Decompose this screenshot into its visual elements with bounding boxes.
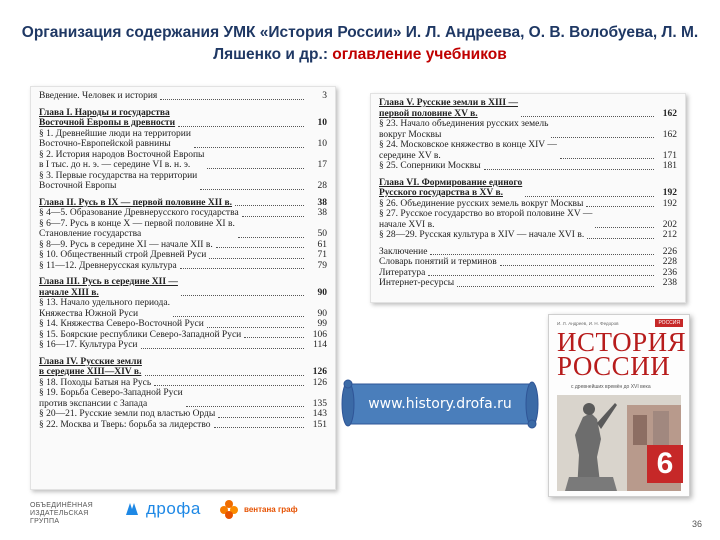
ventana-flower-icon (218, 498, 240, 520)
toc-chapter (39, 357, 327, 378)
toc-page-right (370, 93, 686, 303)
toc-entry (39, 219, 327, 240)
toc-leader-dots (207, 168, 304, 169)
toc-entry-page: 202 (662, 219, 677, 230)
toc-entry-page: 17 (317, 160, 327, 170)
toc-entry (39, 378, 327, 389)
toc-entry-page: 143 (312, 409, 327, 419)
toc-leader-dots (484, 169, 654, 170)
logo-drofa (122, 496, 201, 522)
toc-leader-dots (551, 137, 654, 138)
toc-entry (379, 209, 677, 230)
toc-entry-title: Глава VI. Формирование единого Русского государства в XV в. (379, 177, 523, 198)
toc-entry-title: § 24. Московское княжество в конце XIV — середине XV в. (379, 140, 557, 161)
toc-entry (379, 278, 677, 289)
toc-entry-title: § 26. Объединение русских земель вокруг Москвы (379, 198, 584, 209)
toc-entry-title: Литература (379, 267, 426, 278)
toc-entry-title: Глава III. Русь в середине XII — начале XIII в. (39, 277, 178, 298)
toc-leader-dots (178, 126, 304, 127)
toc-leader-dots (145, 375, 304, 376)
toc-entry-title: § 11—12. Древнерусская культура (39, 260, 177, 271)
toc-chapter (39, 108, 327, 129)
toc-leader-dots (216, 247, 304, 248)
logo-ventana-graf (218, 496, 298, 522)
toc-entry-page: 90 (317, 287, 327, 298)
toc-entry-title: § 15. Боярские республики Северо-Западной Руси (39, 329, 242, 340)
toc-entry-title: § 27. Русское государство во второй половине XV — начале XVI в. (379, 209, 593, 230)
toc-entry (39, 261, 327, 272)
toc-leader-dots (207, 327, 304, 328)
toc-entry (39, 420, 327, 431)
toc-entry-title: § 13. Начало удельного периода. Княжества Южной Руси (39, 298, 170, 319)
toc-entry-page: 171 (662, 150, 677, 161)
book-cover (548, 314, 690, 497)
toc-entry (39, 129, 327, 150)
toc-entry-page: 50 (317, 229, 327, 239)
toc-leader-dots (186, 406, 304, 407)
toc-entry (39, 409, 327, 420)
toc-entry (39, 298, 327, 319)
toc-entry (379, 268, 677, 279)
book-subtitle: с древнейших времён до XVI века (571, 384, 651, 390)
toc-entry (39, 319, 327, 330)
toc-entry-title: § 8—9. Русь в середине XI — начале XII в. (39, 239, 213, 250)
toc-leader-dots (180, 268, 304, 269)
url-banner[interactable] (340, 378, 540, 430)
toc-entry (39, 388, 327, 409)
toc-entry-page: 238 (662, 278, 677, 288)
toc-leader-dots (430, 254, 654, 255)
toc-chapter (39, 198, 327, 209)
toc-entry (379, 161, 677, 172)
toc-entry-title: Глава II. Русь в IX — первой половине XII в. (39, 197, 233, 208)
toc-entry-title: § 14. Княжества Северо-Восточной Руси (39, 319, 204, 329)
toc-entry-page: 38 (317, 197, 327, 208)
toc-list-left (31, 87, 335, 430)
logo-ventana-text: вентана граф (244, 504, 298, 514)
toc-entry-title: § 4—5. Образование Древнерусского государства (39, 208, 239, 218)
toc-chapter (379, 98, 677, 119)
toc-entry (379, 119, 677, 140)
book-title-line1: ИСТОРИЯ (557, 327, 687, 357)
toc-entry (379, 140, 677, 161)
toc-entry-page: 71 (317, 250, 327, 260)
toc-leader-dots (209, 258, 304, 259)
toc-entry-title: § 6—7. Русь в конце X — первой половине XI в. Становление государства (39, 218, 235, 239)
page-number: 36 (691, 519, 702, 529)
toc-entry (379, 230, 677, 241)
toc-leader-dots (238, 237, 304, 238)
toc-entry-title: Введение. Человек и история (39, 91, 158, 101)
toc-entry (39, 91, 327, 102)
toc-entry-title: § 22. Москва и Тверь: борьба за лидерство (39, 419, 211, 430)
toc-entry-page: 192 (662, 198, 677, 209)
toc-leader-dots (560, 158, 654, 159)
toc-entry (39, 240, 327, 251)
toc-entry-title: § 16—17. Культура Руси (39, 340, 138, 350)
toc-entry-title: § 1. Древнейшие люди на территории Восточно-Европейской равнины (39, 128, 191, 149)
toc-entry-title: Глава I. Народы и государства Восточной Европы в древности (39, 107, 176, 128)
toc-chapter (379, 178, 677, 199)
toc-entry-page: 126 (312, 377, 327, 388)
book-badge: РОССИЯ (655, 319, 683, 327)
toc-entry-title: § 18. Походы Батыя на Русь (39, 377, 152, 388)
toc-entry-title: Глава IV. Русские земли в середине XIII—XIV в. (39, 356, 142, 377)
toc-entry (379, 257, 677, 268)
logo-united-publishing: ОБЪЕДИНЁННАЯ ИЗДАТЕЛЬСКАЯ ГРУППА (30, 502, 93, 525)
toc-entry-page: 192 (662, 188, 677, 198)
toc-entry-page: 135 (312, 398, 327, 409)
slide-title-accent: оглавление учебников (332, 46, 507, 63)
toc-entry (39, 208, 327, 219)
toc-leader-dots (587, 238, 654, 239)
toc-leader-dots (218, 417, 304, 418)
toc-entry-page: 114 (313, 340, 327, 350)
toc-entry-title: § 3. Первые государства на территории Восточной Европы (39, 170, 198, 191)
toc-leader-dots (595, 227, 654, 228)
toc-entry-page: 162 (662, 108, 677, 119)
toc-entry-title: Глава V. Русские земли в XIII — первой половине XV в. (379, 98, 518, 119)
toc-page-left (30, 86, 336, 490)
toc-entry-page: 106 (312, 329, 327, 340)
toc-entry-title: § 19. Борьба Северо-Западной Руси против экспансии с Запада (39, 388, 183, 409)
toc-entry-title: § 20—21. Русские земли под властью Орды (39, 409, 216, 419)
slide-title-main: Организация содержания УМК «История России» И. Л. Андреева, О. В. Волобуева, Л. М. Ляшенко и др.: (21, 24, 699, 63)
toc-leader-dots (428, 275, 654, 276)
slide-title (20, 22, 700, 66)
toc-entry-page: 79 (317, 260, 327, 271)
url-link[interactable]: www.history.drofa.ru (368, 396, 512, 412)
toc-leader-dots (200, 189, 304, 190)
toc-leader-dots (500, 265, 654, 266)
toc-leader-dots (181, 295, 304, 296)
book-title-line2: РОССИИ (557, 351, 671, 381)
toc-leader-dots (141, 348, 305, 349)
toc-leader-dots (214, 427, 305, 428)
toc-leader-dots (242, 216, 304, 217)
toc-entry-title: § 23. Начало объединения русских земель вокруг Москвы (379, 119, 549, 140)
toc-entry-page: 10 (317, 139, 327, 149)
toc-entry-page: 90 (317, 308, 327, 319)
toc-entry-page: 162 (662, 129, 677, 140)
logo-drofa-text: дрофа (146, 499, 201, 518)
toc-entry (39, 171, 327, 192)
toc-entry-page: 28 (317, 181, 327, 191)
toc-entry-title: Словарь понятий и терминов (379, 257, 497, 267)
toc-entry-title: Интернет-ресурсы (379, 278, 455, 288)
toc-entry-title: Заключение (379, 246, 428, 257)
toc-entry-title: § 10. Общественный строй Древней Руси (39, 250, 207, 260)
toc-entry-page: 181 (662, 161, 677, 171)
toc-chapter (39, 277, 327, 298)
toc-entry-page: 3 (322, 91, 327, 101)
toc-entry (379, 199, 677, 210)
toc-leader-dots (586, 206, 654, 207)
toc-entry-title: § 25. Соперники Москвы (379, 161, 481, 171)
toc-entry (379, 247, 677, 258)
toc-entry-page: 10 (317, 118, 327, 128)
book-authors: И. Л. Андреев, И. Н. Федоров (557, 321, 619, 326)
toc-entry (39, 340, 327, 351)
toc-leader-dots (521, 116, 654, 117)
toc-entry-page: 236 (662, 267, 677, 278)
toc-entry-page: 99 (317, 319, 327, 329)
toc-leader-dots (244, 337, 304, 338)
toc-leader-dots (525, 196, 654, 197)
toc-entry-page: 38 (317, 208, 327, 218)
toc-entry-page: 126 (312, 367, 327, 377)
toc-entry-page: 226 (662, 246, 677, 257)
toc-leader-dots (457, 286, 654, 287)
toc-list-right (371, 94, 685, 289)
toc-entry (39, 150, 327, 171)
toc-entry (39, 250, 327, 261)
toc-entry (39, 330, 327, 341)
toc-entry-title: § 2. История народов Восточной Европы в I тыс. до н. э. — середине VI в. н. э. (39, 149, 205, 170)
toc-leader-dots (154, 385, 304, 386)
toc-entry-page: 228 (662, 257, 677, 267)
toc-leader-dots (235, 205, 304, 206)
toc-entry-page: 61 (317, 239, 327, 250)
toc-entry-page: 212 (662, 230, 677, 240)
toc-leader-dots (160, 99, 304, 100)
toc-leader-dots (194, 147, 304, 148)
toc-entry-title: § 28—29. Русская культура в XIV — начале XVI в. (379, 230, 585, 240)
toc-entry-page: 151 (312, 419, 327, 430)
toc-leader-dots (173, 316, 304, 317)
drofa-bird-icon (122, 499, 142, 519)
book-grade: 6 (647, 445, 683, 483)
